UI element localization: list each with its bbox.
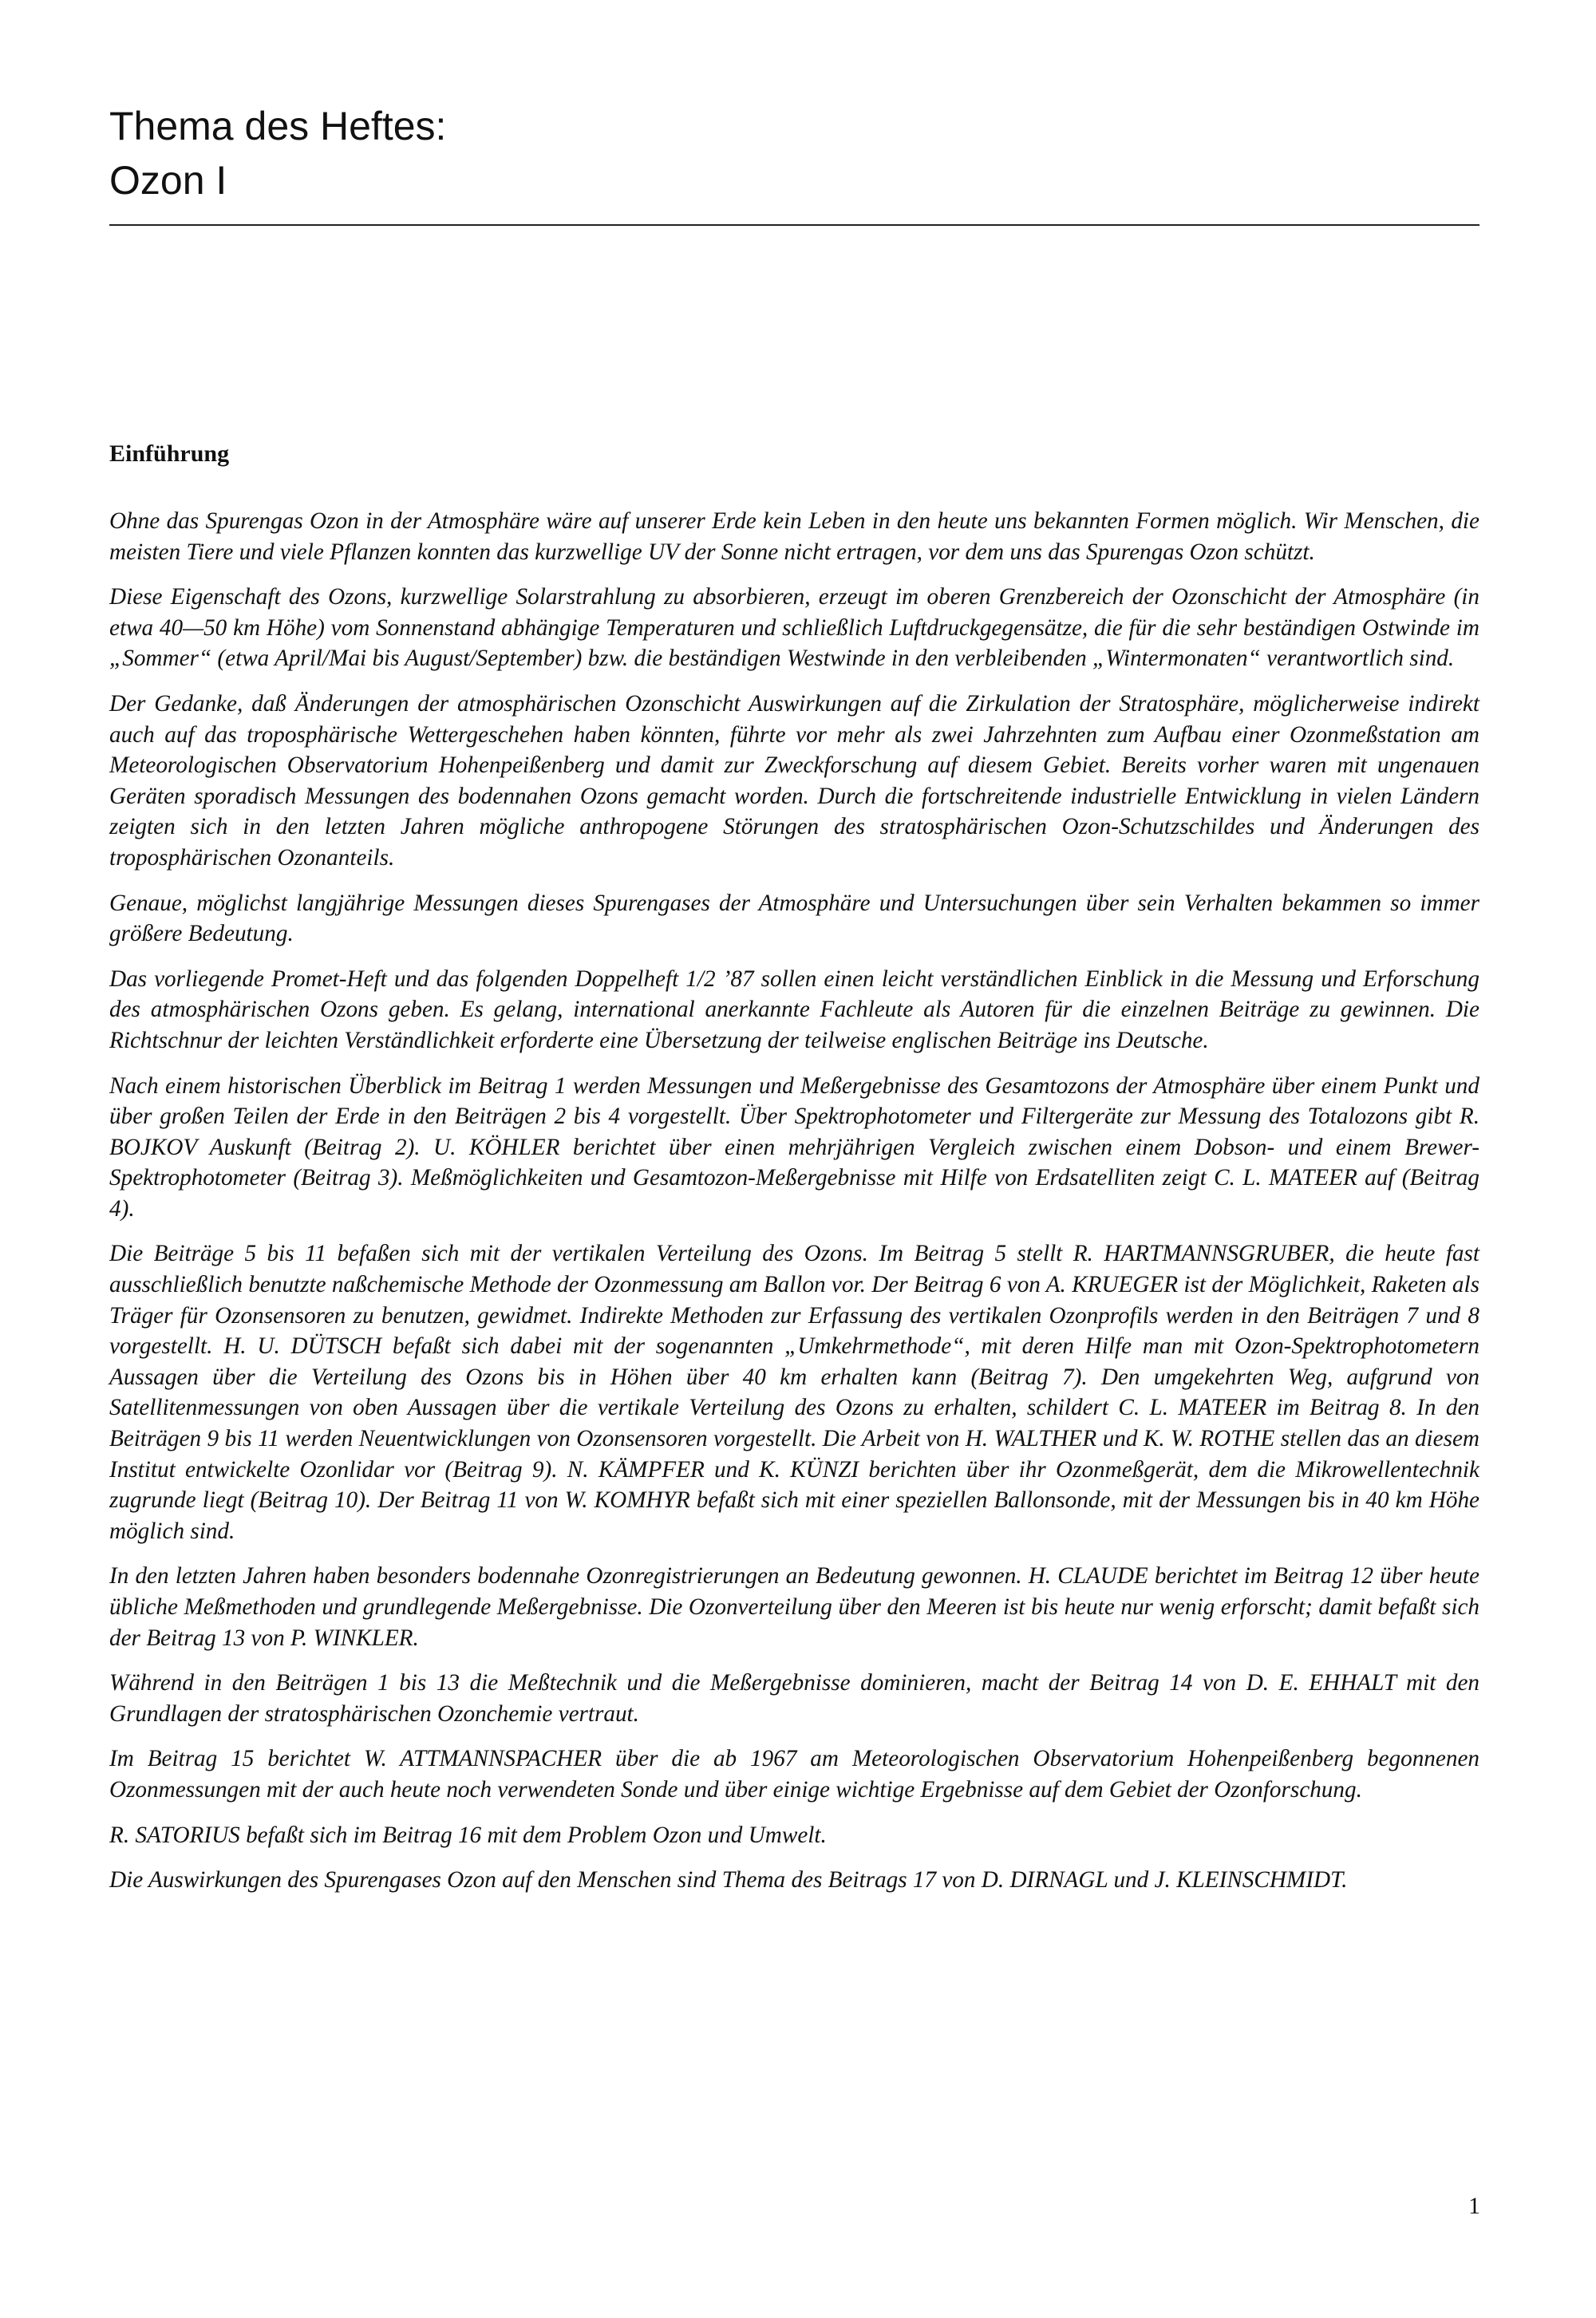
paragraph-9: Während in den Beiträgen 1 bis 13 die Meßtechnik und die Meßergebnisse dominieren, macht der Beitrag 14 von D. E. EHHALT mit den Grundlagen der stratosphärischen Ozonchemie vertraut. xyxy=(109,1670,1479,1727)
title-divider xyxy=(109,224,1479,226)
issue-title-line-2: Ozon I xyxy=(109,158,227,203)
paragraph-1: Ohne das Spurengas Ozon in der Atmosphäre wäre auf unserer Erde kein Leben in den heute uns bekannten Formen möglich. Wir Menschen, die meisten Tiere und viele Pflanzen konnten das kurzwellige UV der Sonne nicht ertragen, vor dem uns das Spurengas Ozon schützt. xyxy=(109,508,1479,565)
paragraph-7: Die Beiträge 5 bis 11 befaßen sich mit der vertikalen Verteilung des Ozons. Im Beitrag 5 stellt R. HARTMANNSGRUBER, die heute fast ausschließlich benutzte naßchemische Methode der Ozonmessung am Ballon vor. Der Beitrag 6 von A. KRUEGER ist der Möglichkeit, Raketen als Träger für Ozonsensoren zu benutzen, gewidmet. Indirekte Methoden zur Erfassung des vertikalen Ozonprofils werden in den Beiträgen 7 und 8 vorgestellt. H. U. DÜTSCH befaßt sich dabei mit der sogenannten „Umkehrmethode“, mit deren Hilfe man mit Ozon-Spektrophotometern Aussagen über die Verteilung des Ozons bis in Höhen über 40 km erhalten kann (Beitrag 7). Den umgekehrten Weg, aufgrund von Satellitenmessungen von oben Aussagen über die vertikale Verteilung des Ozons zu erhalten, schildert C. L. MATEER im Beitrag 8. In den Beiträgen 9 bis 11 werden Neuentwicklungen von Ozonsensoren vorgestellt. Die Arbeit von H. WALTHER und K. W. ROTHE stellen das an diesem Institut entwickelte Ozonlidar vor (Beitrag 9). N. KÄMPFER und K. KÜNZI berichten über ihr Ozonmeßgerät, dem die Mikrowellentechnik zugrunde liegt (Beitrag 10). Der Beitrag 11 von W. KOMHYR befaßt sich mit einer speziellen Ballonsonde, mit der Messungen bis in 40 km Höhe möglich sind. xyxy=(109,1241,1479,1544)
issue-title xyxy=(109,99,446,207)
paragraph-4: Genaue, möglichst langjährige Messungen dieses Spurengases der Atmosphäre und Untersuchungen über sein Verhalten bekammen so immer größere Bedeutung. xyxy=(109,890,1479,947)
paragraph-2: Diese Eigenschaft des Ozons, kurzwellige Solarstrahlung zu absorbieren, erzeugt im oberen Grenzbereich der Ozonschicht der Atmosphäre (in etwa 40—50 km Höhe) vom Sonnenstand abhängige Temperaturen und schließlich Luftdruckgegensätze, die für die sehr beständigen Ostwinde im „Sommer“ (etwa April/Mai bis August/September) bzw. die beständigen Westwinde in den verbleibenden „Wintermonaten“ verantwortlich sind. xyxy=(109,584,1479,672)
issue-title-line-1: Thema des Heftes: xyxy=(109,104,447,148)
page-number: 1 xyxy=(1468,2193,1480,2219)
paragraph-8: In den letzten Jahren haben besonders bodennahe Ozonregistrierungen an Bedeutung gewonnen. H. CLAUDE berichtet im Beitrag 12 über heute übliche Meßmethoden und grundlegende Meßergebnisse. Die Ozonverteilung über den Meeren ist bis heute nur wenig erforscht; damit befaßt sich der Beitrag 13 von P. WINKLER. xyxy=(109,1563,1479,1651)
paragraph-11: R. SATORIUS befaßt sich im Beitrag 16 mit dem Problem Ozon und Umwelt. xyxy=(109,1822,827,1848)
body-text xyxy=(109,506,1479,1910)
paragraph-6: Nach einem historischen Überblick im Beitrag 1 werden Messungen und Meßergebnisse des Gesamtozons der Atmosphäre über einem Punkt und über großen Teilen der Erde in den Beiträgen 2 bis 4 vorgestellt. Über Spektrophotometer und Filtergeräte zur Messung des Totalozons gibt R. BOJKOV Auskunft (Beitrag 2). U. KÖHLER berichtet über einen mehrjährigen Vergleich zwischen einem Dobson- und einem Brewer-Spektrophotometer (Beitrag 3). Meßmöglichkeiten und Gesamtozon-Meßergebnisse mit Hilfe von Erdsatelliten zeigt C. L. MATEER auf (Beitrag 4). xyxy=(109,1072,1479,1222)
paragraph-10: Im Beitrag 15 berichtet W. ATTMANNSPACHER über die ab 1967 am Meteorologischen Observatorium Hohenpeißenberg begonnenen Ozonmessungen mit der auch heute noch verwendeten Sonde und über einige wichtige Ergebnisse auf dem Gebiet der Ozonforschung. xyxy=(109,1746,1479,1803)
paragraph-5: Das vorliegende Promet-Heft und das folgenden Doppelheft 1/2 ’87 sollen einen leicht verständlichen Einblick in die Messung und Erforschung des atmosphärischen Ozons geben. Es gelang, international anerkannte Fachleute als Autoren für die einzelnen Beiträge zu gewinnen. Die Richtschnur der leichten Verständlichkeit erforderte eine Übersetzung der teilweise englischen Beiträge ins Deutsche. xyxy=(109,966,1479,1053)
section-heading: Einführung xyxy=(109,440,230,467)
paragraph-3: Der Gedanke, daß Änderungen der atmosphärischen Ozonschicht Auswirkungen auf die Zirkulation der Stratosphäre, möglicherweise indirekt auch auf das troposphärische Wettergeschehen haben könnten, führte vor mehr als zwei Jahrzehnten zum Aufbau einer Ozonmeßstation am Meteorologischen Observatorium Hohenpeißenberg und damit zur Zweckforschung auf diesem Gebiet. Bereits vorher waren mit ungenauen Geräten sporadisch Messungen des bodennahen Ozons gemacht worden. Durch die fortschreitende industrielle Entwicklung in vielen Ländern zeigten sich in den letzten Jahren mögliche anthropogene Störungen des stratosphärischen Ozon-Schutzschildes und Änderungen des troposphärischen Ozonanteils. xyxy=(109,690,1479,871)
paragraph-12: Die Auswirkungen des Spurengases Ozon auf den Menschen sind Thema des Beitrags 17 von D. DIRNAGL und J. KLEINSCHMIDT. xyxy=(109,1867,1348,1893)
